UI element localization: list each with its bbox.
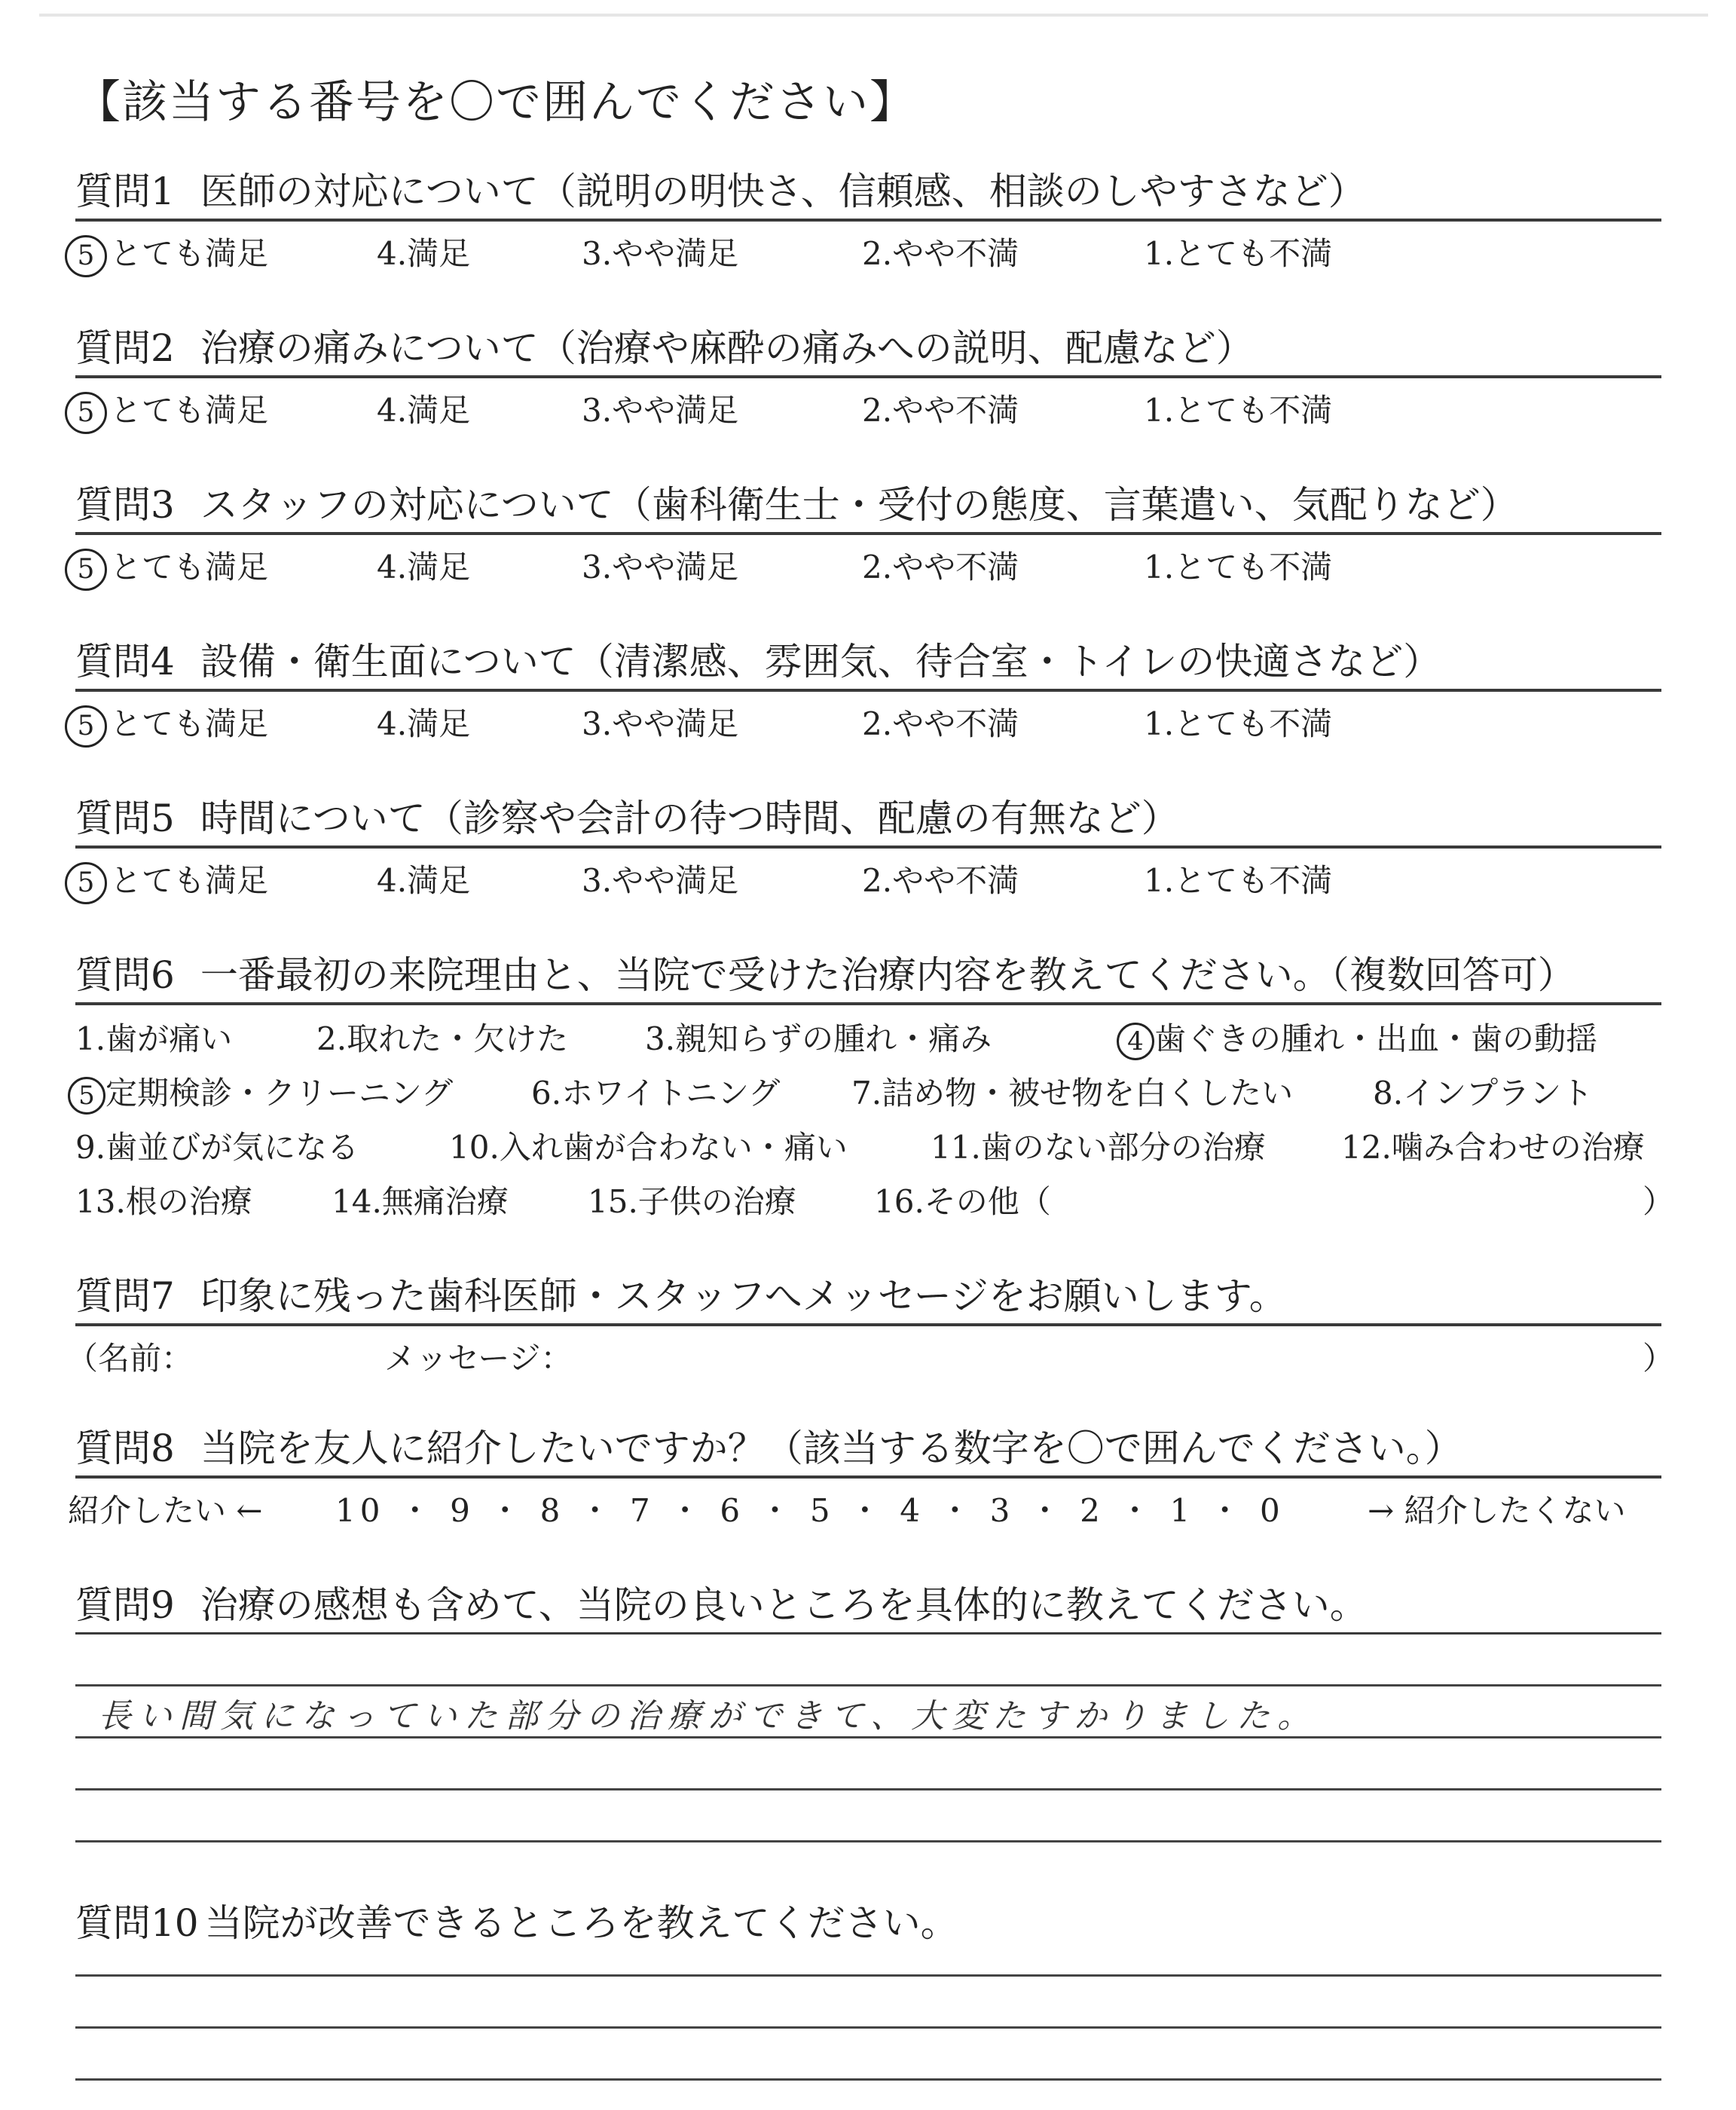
q7-fields: [66, 1334, 1675, 1387]
q6-option-6[interactable]: [531, 1069, 780, 1114]
option-label: とても満足: [110, 862, 269, 899]
selection-circle: [65, 705, 107, 748]
rating-option-1[interactable]: [1144, 856, 1332, 901]
answer-line: [75, 1974, 1661, 1977]
q6-option-11[interactable]: [931, 1123, 1266, 1168]
answer-line: [75, 2026, 1661, 2029]
question-text: スタッフの対応について（歯科衛生士・受付の態度、言葉遣い、気配りなど）: [200, 483, 1518, 527]
question-title: [75, 951, 1661, 999]
option-number: 3.: [582, 235, 613, 272]
rating-option-2[interactable]: [862, 543, 1019, 588]
option-label: やや満足: [612, 705, 739, 742]
q6-option-13[interactable]: [75, 1177, 252, 1222]
option-label: 満足: [407, 549, 471, 586]
option-number: 1.: [1144, 705, 1175, 742]
option-number: 11.: [931, 1129, 981, 1166]
recommend-right-label: → 紹介したくない: [1368, 1492, 1626, 1529]
option-number: 9.: [75, 1129, 106, 1166]
q6-option-7[interactable]: [851, 1069, 1293, 1114]
q6-option-8[interactable]: [1373, 1069, 1593, 1114]
question-title: [75, 167, 1661, 216]
question-rule: [75, 1475, 1661, 1479]
rating-option-1[interactable]: [1144, 229, 1332, 274]
recommend-left-label: 紹介したい ←: [68, 1492, 263, 1529]
question-number: 質問1: [75, 170, 175, 213]
selection-circle: [1117, 1023, 1154, 1060]
option-label: とても満足: [110, 235, 269, 272]
option-number: 5: [77, 711, 95, 742]
question-10: [75, 1899, 1661, 2081]
option-number: 5: [78, 1081, 95, 1111]
q6-row: [75, 1014, 1661, 1069]
top-border: [39, 14, 1708, 17]
option-label: やや満足: [612, 392, 739, 429]
q6-option-12[interactable]: [1341, 1123, 1645, 1168]
q9-answer-area: [75, 1684, 1661, 1842]
question-number: 質問10: [75, 1901, 199, 1945]
q6-options: [75, 1014, 1675, 1231]
option-number: 4.: [377, 705, 408, 742]
question-number: 質問9: [75, 1583, 175, 1627]
rating-options: [75, 853, 1661, 900]
option-number: 1.: [1144, 549, 1175, 586]
question-rule: [75, 532, 1661, 535]
question-title: [75, 1899, 1661, 1947]
option-number: 5: [77, 867, 95, 898]
q6-option-10[interactable]: [449, 1123, 848, 1168]
option-label: 歯ぐきの腫れ・出血・歯の動揺: [1154, 1020, 1598, 1057]
rating-option-1[interactable]: [1144, 386, 1332, 431]
option-label: 入れ歯が合わない・痛い: [499, 1129, 848, 1166]
question-text: 治療の痛みについて（治療や麻酔の痛みへの説明、配慮など）: [200, 326, 1254, 370]
q6-row: [75, 1177, 1675, 1231]
option-number: 3.: [582, 862, 613, 899]
rating-option-5[interactable]: [65, 699, 268, 748]
rating-options: [75, 383, 1661, 430]
question-number: 質問3: [75, 483, 175, 527]
option-label: 親知らずの腫れ・痛み: [675, 1020, 992, 1057]
option-label: 満足: [407, 235, 471, 272]
question-number: 質問6: [75, 953, 175, 997]
question-2: [75, 324, 1661, 430]
answer-line: [75, 1684, 1661, 1686]
rating-option-1[interactable]: [1144, 543, 1332, 588]
option-label: とても不満: [1174, 705, 1333, 742]
option-number: 3.: [582, 392, 613, 429]
page-heading: 【該当する番号を〇で囲んでください】: [75, 76, 916, 129]
selection-circle: [65, 862, 107, 904]
q6-row: [75, 1123, 1661, 1177]
option-label: とても満足: [110, 392, 269, 429]
question-8: [68, 1424, 1661, 1539]
handwritten-answer[interactable]: 長い間気になっていた部分の治療ができて、大変たすかりました。: [98, 1697, 1319, 1735]
option-label: やや不満: [892, 862, 1019, 899]
rating-option-3[interactable]: [582, 856, 738, 901]
rating-option-2[interactable]: [862, 229, 1019, 274]
option-label: やや不満: [892, 705, 1019, 742]
option-number: 2.: [862, 549, 893, 586]
option-label: やや満足: [612, 235, 739, 272]
option-label: やや不満: [892, 392, 1019, 429]
option-label: とても不満: [1174, 862, 1333, 899]
q6-option-1[interactable]: [75, 1014, 232, 1060]
question-rule: [75, 689, 1661, 692]
option-label: 根の治療: [125, 1183, 252, 1220]
option-label: 歯が痛い: [105, 1020, 233, 1057]
question-number: 質問8: [75, 1427, 175, 1470]
question-rule: [75, 1632, 1661, 1634]
rating-option-5[interactable]: [65, 386, 268, 434]
option-number: 2.: [862, 862, 893, 899]
option-label: やや満足: [612, 862, 739, 899]
rating-option-3[interactable]: [582, 386, 738, 431]
option-label: とても不満: [1174, 392, 1333, 429]
question-rule: [75, 1002, 1661, 1005]
q6-option-9[interactable]: [75, 1123, 359, 1168]
rating-option-4[interactable]: [377, 543, 470, 588]
rating-option-5[interactable]: [65, 229, 268, 277]
option-number: 2.: [862, 392, 893, 429]
question-text: 一番最初の来院理由と、当院で受けた治療内容を教えてください。（複数回答可）: [200, 953, 1576, 997]
question-title: [75, 324, 1661, 372]
option-number: 4.: [377, 235, 408, 272]
option-number: 1.: [75, 1020, 106, 1057]
recommend-scale[interactable]: 10 ・ 9 ・ 8 ・ 7 ・ 6 ・ 5 ・ 4 ・ 3 ・ 2 ・ 1 ・ 0: [335, 1492, 1285, 1529]
question-title: [75, 1272, 1661, 1320]
rating-option-3[interactable]: [582, 229, 738, 274]
option-label: 満足: [407, 862, 471, 899]
option-label: 歯並びが気になる: [105, 1129, 359, 1166]
question-title: [75, 794, 1661, 842]
q6-option-2[interactable]: [316, 1014, 568, 1060]
option-number: 1.: [1144, 392, 1175, 429]
rating-option-2[interactable]: [862, 699, 1019, 745]
question-number: 質問7: [75, 1274, 175, 1318]
question-9: [75, 1581, 1661, 1842]
rating-option-1[interactable]: [1144, 699, 1332, 745]
option-label: 取れた・欠けた: [347, 1020, 569, 1057]
option-label: 満足: [407, 392, 471, 429]
q6-option-5-selected[interactable]: [68, 1069, 453, 1115]
option-number: 5: [77, 554, 95, 585]
option-label: とても不満: [1174, 549, 1333, 586]
question-text: 医師の対応について（説明の明快さ、信頼感、相談のしやすさなど）: [200, 170, 1366, 213]
option-number: 13.: [75, 1183, 126, 1220]
question-6: [75, 951, 1675, 1231]
option-number: 12.: [1341, 1129, 1392, 1166]
option-number: 1.: [1144, 862, 1175, 899]
rating-option-2[interactable]: [862, 386, 1019, 431]
question-rule: [75, 846, 1661, 849]
option-number: 15.: [588, 1183, 638, 1220]
close-paren: ）: [1643, 1340, 1675, 1377]
option-number: 4.: [377, 392, 408, 429]
option-number: 5: [77, 397, 95, 428]
rating-options: [75, 226, 1661, 273]
rating-options: [75, 696, 1661, 743]
option-label: やや満足: [612, 549, 739, 586]
rating-options: [75, 540, 1661, 586]
option-label: とても満足: [110, 549, 269, 586]
option-label: とても不満: [1174, 235, 1333, 272]
question-4: [75, 638, 1661, 743]
rating-option-4[interactable]: [377, 699, 470, 745]
q6-option-4-selected[interactable]: [1117, 1014, 1597, 1060]
option-number: 4.: [377, 862, 408, 899]
name-label: （名前：: [66, 1340, 194, 1377]
q6-option-15[interactable]: [588, 1177, 796, 1222]
option-label: 満足: [407, 705, 471, 742]
rating-option-5[interactable]: [65, 543, 268, 591]
option-label: とても満足: [110, 705, 269, 742]
option-label: ホワイトニング: [561, 1075, 781, 1112]
option-number: 4: [1127, 1026, 1144, 1057]
selection-circle: [65, 392, 107, 434]
option-number: 10.: [449, 1129, 500, 1166]
question-text: 時間について（診察や会計の待つ時間、配慮の有無など）: [200, 797, 1179, 840]
question-title: [75, 1424, 1661, 1472]
option-label: 歯のない部分の治療: [980, 1129, 1266, 1166]
option-number: 7.: [851, 1075, 882, 1112]
question-text: 当院が改善できるところを教えてください。: [204, 1901, 958, 1945]
answer-line: [75, 2078, 1661, 2081]
option-number: 3.: [582, 549, 613, 586]
option-label: やや不満: [892, 549, 1019, 586]
rating-option-3[interactable]: [582, 543, 738, 588]
option-number: 6.: [531, 1075, 562, 1112]
rating-option-4[interactable]: [377, 386, 470, 431]
question-rule: [75, 219, 1661, 222]
question-rule: [75, 1323, 1661, 1326]
option-label: 子供の治療: [637, 1183, 796, 1220]
question-text: 印象に残った歯科医師・スタッフへメッセージをお願いします。: [200, 1274, 1287, 1318]
q6-option-14[interactable]: [332, 1177, 509, 1222]
answer-line: [75, 1840, 1661, 1842]
question-title: [75, 481, 1661, 529]
question-title: [75, 1581, 1661, 1629]
question-1: [75, 167, 1661, 273]
option-label: やや不満: [892, 235, 1019, 272]
option-label: 詰め物・被せ物を白くしたい: [882, 1075, 1294, 1112]
rating-option-4[interactable]: [377, 229, 470, 274]
question-text: 当院を友人に紹介したいですか？（該当する数字を〇で囲んでください。）: [200, 1427, 1462, 1470]
question-text: 治療の感想も含めて、当院の良いところを具体的に教えてください。: [200, 1583, 1368, 1627]
close-paren: ）: [1643, 1183, 1675, 1220]
q8-scale-row: [68, 1486, 1661, 1539]
q6-option-16[interactable]: [874, 1177, 1051, 1222]
question-3: [75, 481, 1661, 586]
q6-option-3[interactable]: [645, 1014, 992, 1060]
option-number: 5: [77, 240, 95, 271]
option-number: 2.: [862, 705, 893, 742]
question-number: 質問2: [75, 326, 175, 370]
selection-circle: [65, 549, 107, 591]
selection-circle: [68, 1077, 105, 1115]
option-number: 2.: [316, 1020, 347, 1057]
option-label: 定期検診・クリーニング: [105, 1075, 454, 1112]
question-title: [75, 638, 1661, 686]
option-label: 無痛治療: [381, 1183, 509, 1220]
question-7: [66, 1272, 1675, 1387]
option-number: 2.: [862, 235, 893, 272]
option-label: 噛み合わせの治療: [1391, 1129, 1645, 1166]
answer-line: [75, 1788, 1661, 1790]
option-number: 14.: [332, 1183, 382, 1220]
rating-option-3[interactable]: [582, 699, 738, 745]
selection-circle: [65, 235, 107, 277]
q6-row: [75, 1069, 1661, 1123]
option-number: 16.: [874, 1183, 925, 1220]
question-5: [75, 794, 1661, 900]
message-label: メッセージ：: [384, 1340, 573, 1377]
option-number: 3.: [582, 705, 613, 742]
option-number: 3.: [645, 1020, 676, 1057]
question-number: 質問5: [75, 797, 175, 840]
option-label: インプラント: [1403, 1075, 1594, 1112]
option-number: 4.: [377, 549, 408, 586]
rating-option-2[interactable]: [862, 856, 1019, 901]
question-rule: [75, 375, 1661, 378]
option-label: その他（: [924, 1183, 1051, 1220]
question-number: 質問4: [75, 640, 175, 683]
rating-option-4[interactable]: [377, 856, 470, 901]
option-number: 8.: [1373, 1075, 1404, 1112]
question-text: 設備・衛生面について（清潔感、雰囲気、待合室・トイレの快適さなど）: [200, 640, 1441, 683]
option-number: 1.: [1144, 235, 1175, 272]
rating-option-5[interactable]: [65, 856, 268, 904]
